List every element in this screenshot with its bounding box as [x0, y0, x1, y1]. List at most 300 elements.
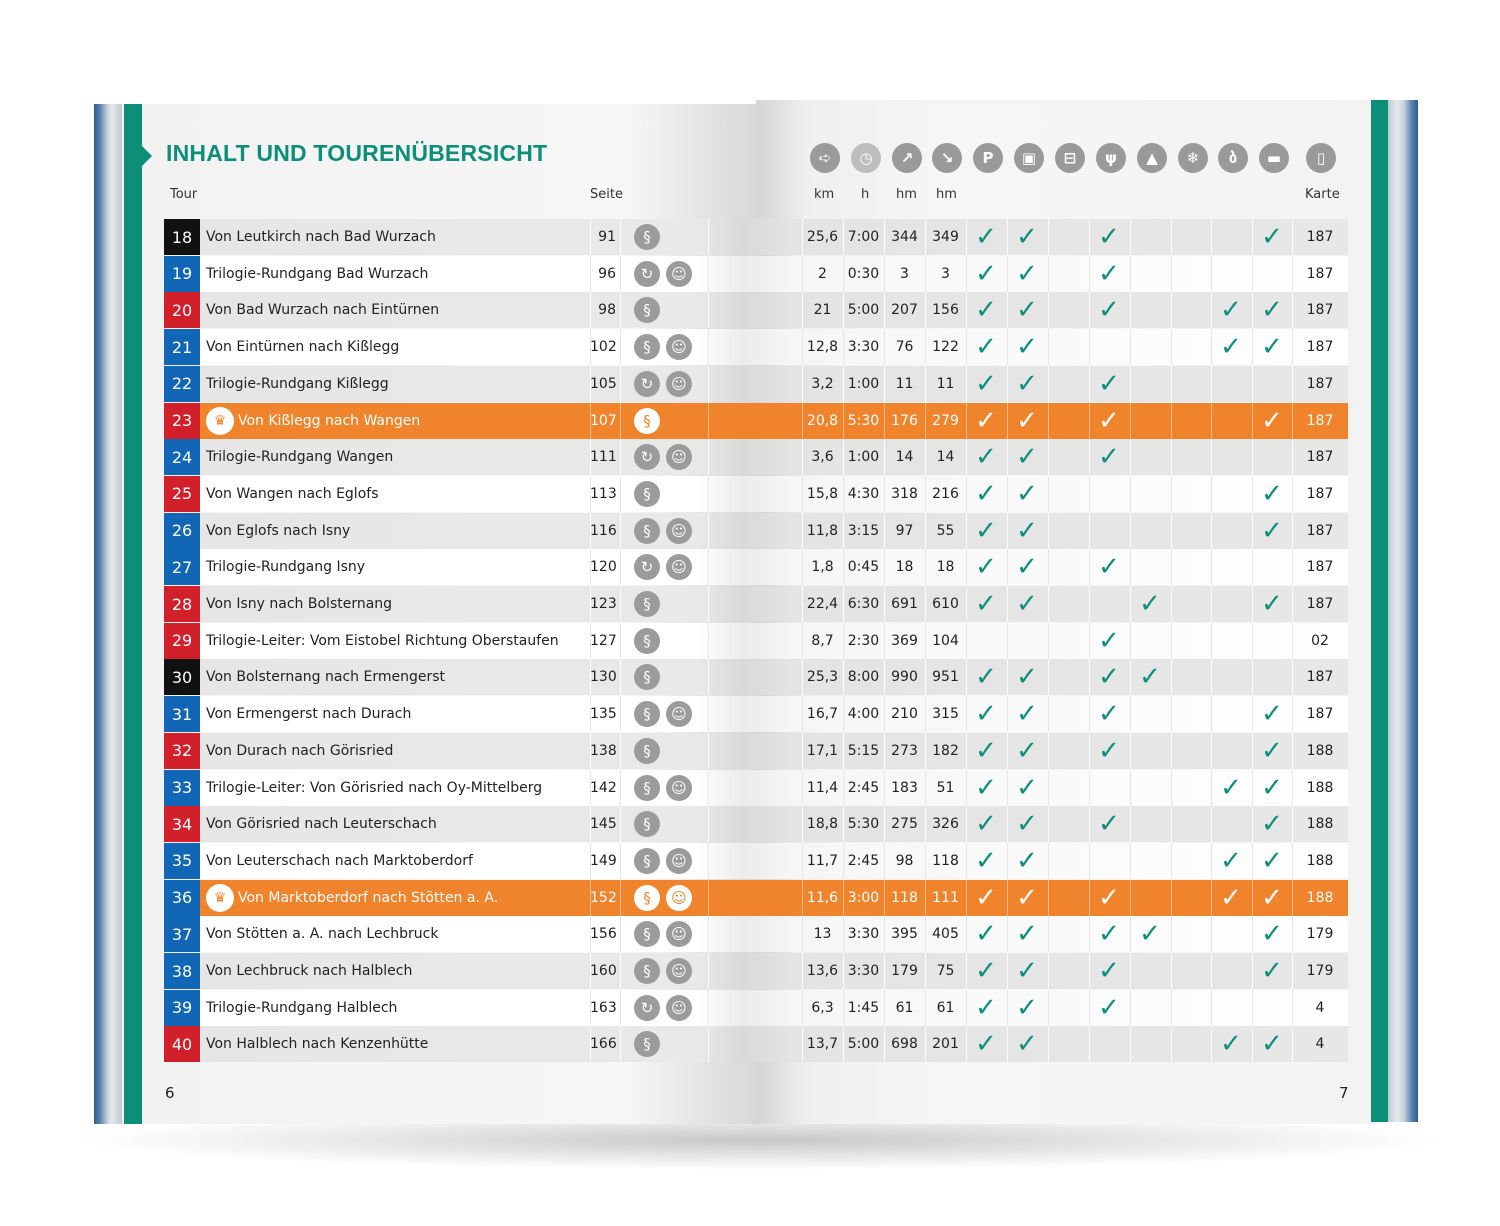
tour-descent: 111	[932, 889, 959, 906]
table-row[interactable]	[164, 733, 1348, 769]
tour-map: 187	[1306, 669, 1334, 686]
tour-number: 35	[164, 843, 200, 879]
tour-number: 27	[164, 549, 200, 585]
column-divider	[620, 329, 621, 365]
tour-number: 38	[164, 953, 200, 989]
table-row[interactable]	[164, 292, 1348, 328]
tour-km: 2	[818, 265, 827, 282]
table-row[interactable]	[164, 916, 1348, 952]
tour-descent: 951	[932, 669, 959, 686]
kids-icon: ☺	[666, 885, 692, 911]
check-icon: ✓	[1261, 809, 1283, 840]
tour-page: 138	[590, 742, 617, 759]
column-divider	[1089, 329, 1090, 365]
tour-duration: 5:30	[847, 816, 880, 833]
tour-name[interactable]: Trilogie-Rundgang Kißlegg	[206, 375, 389, 392]
tour-number: 26	[164, 513, 200, 549]
tour-duration: 2:45	[847, 852, 880, 869]
tour-map: 179	[1306, 926, 1334, 943]
tour-name[interactable]: Trilogie-Rundgang Bad Wurzach	[206, 265, 429, 282]
check-icon: ✓	[1261, 589, 1283, 619]
column-divider	[1048, 623, 1049, 659]
trail-icon: §	[634, 591, 660, 617]
page-number-right: 7	[1339, 1084, 1349, 1102]
check-icon: ✓	[1098, 552, 1120, 583]
kids-icon: ☺	[666, 921, 692, 947]
tour-ascent: 273	[891, 742, 918, 759]
tour-km: 8,7	[811, 632, 834, 649]
column-divider	[1211, 586, 1212, 622]
column-divider	[1211, 806, 1212, 842]
header-km: km	[814, 187, 835, 202]
tour-map: 188	[1306, 779, 1334, 796]
tour-name[interactable]: Von Ermengerst nach Durach	[206, 706, 412, 723]
column-divider	[966, 623, 967, 659]
tour-km: 25,3	[806, 669, 839, 686]
tour-name[interactable]: Von Wangen nach Eglofs	[206, 485, 379, 502]
check-icon: ✓	[1098, 222, 1120, 252]
column-divider	[1048, 696, 1049, 732]
check-icon: ✓	[1261, 222, 1283, 252]
tour-map: 187	[1306, 412, 1334, 429]
tour-km: 13,6	[806, 963, 839, 979]
tour-number: 40	[164, 1026, 200, 1062]
tour-map: 4	[1315, 1036, 1325, 1053]
table-row[interactable]	[164, 403, 1348, 439]
tour-number: 39	[164, 990, 200, 1026]
trail-icon: §	[634, 811, 660, 837]
table-row[interactable]	[164, 770, 1348, 806]
trail-icon: §	[634, 481, 660, 507]
column-divider	[708, 476, 709, 512]
check-icon: ✓	[1016, 956, 1038, 986]
column-divider	[620, 733, 621, 769]
tour-name[interactable]: Von Halblech nach Kenzenhütte	[206, 1036, 429, 1053]
trail-icon: §	[634, 885, 660, 911]
tour-name[interactable]: Von Leutkirch nach Bad Wurzach	[206, 229, 436, 245]
tour-ascent: 118	[891, 889, 918, 906]
tour-name[interactable]: Trilogie-Rundgang Isny	[206, 559, 366, 576]
column-divider	[1171, 659, 1172, 695]
column-divider	[1171, 623, 1172, 659]
check-icon: ✓	[975, 332, 997, 363]
column-divider	[1171, 403, 1172, 439]
tour-map: 188	[1306, 889, 1334, 906]
column-divider	[708, 806, 709, 842]
tour-km: 21	[813, 302, 832, 319]
tour-km: 1,8	[811, 559, 834, 576]
tour-ascent: 395	[891, 926, 918, 943]
tour-km: 17,1	[806, 742, 839, 759]
check-icon: ✓	[1016, 772, 1038, 803]
column-divider	[1048, 513, 1049, 549]
trail-icon: §	[634, 701, 660, 727]
table-row[interactable]	[164, 696, 1348, 732]
header-hm-down: hm	[936, 187, 957, 202]
column-divider	[1048, 953, 1049, 989]
column-divider	[620, 439, 621, 475]
column-divider	[620, 549, 621, 585]
kids-icon: ☺	[666, 444, 692, 470]
tour-name[interactable]: Von Eintürnen nach Kißlegg	[206, 339, 400, 356]
check-icon: ✓	[1098, 625, 1120, 656]
tour-name[interactable]: Trilogie-Rundgang Wangen	[206, 449, 394, 466]
tour-number: 37	[164, 916, 200, 952]
tour-number: 23	[164, 403, 200, 439]
tour-descent: 3	[941, 265, 950, 282]
tour-km: 11,4	[806, 779, 839, 796]
column-divider	[708, 329, 709, 365]
column-divider	[620, 770, 621, 806]
column-divider	[1048, 880, 1049, 916]
column-divider	[1171, 990, 1172, 1026]
check-icon: ✓	[975, 1029, 997, 1060]
table-row[interactable]	[164, 366, 1348, 402]
column-divider	[1048, 916, 1049, 952]
page-number-left: 6	[165, 1084, 175, 1102]
tour-km: 12,8	[806, 339, 839, 356]
check-icon: ✓	[975, 552, 997, 583]
tour-name[interactable]: Trilogie-Leiter: Vom Eistobel Richtung Oberstaufen	[206, 632, 559, 649]
column-divider	[1130, 843, 1131, 879]
loop-icon: ↻	[634, 261, 660, 287]
check-icon: ✓	[1261, 478, 1283, 509]
tour-map: 188	[1306, 742, 1334, 759]
column-divider	[1171, 586, 1172, 622]
check-icon: ✓	[1098, 956, 1120, 986]
column-divider	[1171, 439, 1172, 475]
tour-map: 187	[1306, 522, 1334, 539]
column-divider	[1048, 403, 1049, 439]
tour-name[interactable]: Trilogie-Rundgang Halblech	[206, 999, 398, 1016]
column-divider	[620, 916, 621, 952]
column-divider	[1171, 256, 1172, 292]
kids-icon: ☺	[666, 371, 692, 397]
signpost-icon: ➪	[810, 143, 840, 173]
column-divider	[1171, 696, 1172, 732]
column-divider	[1089, 513, 1090, 549]
column-divider	[1130, 513, 1131, 549]
tour-duration: 3:30	[847, 963, 880, 979]
tour-map: 188	[1306, 852, 1334, 869]
tour-ascent: 179	[891, 963, 918, 979]
tour-name[interactable]: Von Eglofs nach Isny	[206, 522, 351, 539]
tour-name[interactable]: Von Stötten a. A. nach Lechbruck	[206, 926, 439, 943]
tour-map: 187	[1306, 485, 1334, 502]
summit-icon: ▲	[1137, 143, 1167, 173]
tour-descent: 326	[932, 816, 959, 833]
table-row[interactable]	[164, 659, 1348, 695]
tour-km: 15,8	[806, 485, 839, 502]
tour-map: 187	[1306, 375, 1334, 392]
check-icon: ✓	[975, 699, 997, 730]
tour-name[interactable]: Von Bad Wurzach nach Eintürnen	[206, 302, 440, 319]
check-icon: ✓	[975, 772, 997, 803]
check-icon: ✓	[975, 258, 997, 289]
check-icon: ✓	[1016, 882, 1038, 913]
header-karte: Karte	[1305, 187, 1340, 202]
tour-number: 20	[164, 292, 200, 328]
check-icon: ✓	[1098, 442, 1120, 473]
check-icon: ✓	[1098, 919, 1120, 950]
table-row[interactable]	[164, 843, 1348, 879]
column-divider	[708, 659, 709, 695]
column-divider	[708, 513, 709, 549]
column-divider	[1252, 623, 1253, 659]
check-icon: ✓	[1261, 295, 1283, 326]
tour-duration: 1:45	[847, 999, 880, 1016]
tour-number: 32	[164, 733, 200, 769]
header-seite: Seite	[590, 187, 623, 202]
map-icon: ▯	[1306, 143, 1336, 173]
column-divider	[1130, 806, 1131, 842]
column-divider	[1252, 659, 1253, 695]
tour-km: 6,3	[811, 999, 834, 1016]
tour-page: 163	[590, 999, 617, 1016]
tour-name[interactable]: Von Kißlegg nach Wangen	[238, 412, 421, 429]
check-icon: ✓	[975, 368, 997, 399]
column-divider	[1171, 843, 1172, 879]
check-icon: ✓	[1261, 699, 1283, 730]
kids-icon: ☺	[666, 701, 692, 727]
column-divider	[1130, 329, 1131, 365]
column-divider	[620, 366, 621, 402]
column-divider	[1211, 990, 1212, 1026]
column-divider	[1048, 292, 1049, 328]
check-icon: ✓	[1016, 735, 1038, 766]
check-icon: ✓	[1261, 845, 1283, 876]
column-divider	[1007, 623, 1008, 659]
column-divider	[708, 403, 709, 439]
tour-km: 18,8	[806, 816, 839, 833]
tour-ascent: 98	[895, 852, 914, 869]
column-divider	[708, 990, 709, 1026]
column-divider	[708, 770, 709, 806]
clock-icon: ◷	[851, 143, 881, 173]
tour-duration: 2:30	[847, 632, 880, 649]
tour-ascent: 990	[891, 669, 918, 686]
table-row[interactable]	[164, 880, 1348, 916]
trail-icon: §	[634, 848, 660, 874]
column-divider	[708, 623, 709, 659]
column-divider	[1130, 256, 1131, 292]
check-icon: ✓	[1220, 845, 1242, 876]
tour-descent: 18	[936, 559, 955, 576]
cable-car-icon: ⊟	[1055, 143, 1085, 173]
table-row[interactable]	[164, 1026, 1348, 1062]
check-icon: ✓	[975, 809, 997, 840]
column-divider	[1211, 403, 1212, 439]
check-icon: ✓	[1139, 919, 1161, 950]
check-icon: ✓	[1220, 332, 1242, 363]
column-divider	[1048, 256, 1049, 292]
tour-map: 187	[1306, 265, 1334, 282]
trail-icon: §	[634, 408, 660, 434]
check-icon: ✓	[975, 919, 997, 950]
table-row[interactable]	[164, 806, 1348, 842]
table-row[interactable]	[164, 329, 1348, 365]
column-divider	[1171, 292, 1172, 328]
tour-name[interactable]: Von Durach nach Görisried	[206, 742, 394, 759]
table-row[interactable]	[164, 623, 1348, 659]
column-divider	[620, 219, 621, 255]
trail-icon: §	[634, 775, 660, 801]
check-icon: ✓	[1016, 515, 1038, 546]
check-icon: ✓	[1016, 295, 1038, 326]
tour-duration: 5:15	[847, 742, 880, 759]
check-icon: ✓	[975, 478, 997, 509]
table-row[interactable]	[164, 549, 1348, 585]
check-icon: ✓	[975, 295, 997, 326]
column-divider	[1130, 1026, 1131, 1062]
table-row[interactable]	[164, 476, 1348, 512]
tour-duration: 7:00	[847, 229, 880, 245]
check-icon: ✓	[1016, 552, 1038, 583]
check-icon: ✓	[1098, 295, 1120, 326]
kids-icon: ☺	[666, 261, 692, 287]
tour-descent: 279	[932, 412, 959, 429]
column-divider	[1048, 366, 1049, 402]
column-divider	[1211, 623, 1212, 659]
column-divider	[1048, 476, 1049, 512]
tour-duration: 3:30	[847, 926, 880, 943]
column-divider	[1089, 1026, 1090, 1062]
tour-descent: 156	[932, 302, 959, 319]
tour-duration: 3:00	[847, 889, 880, 906]
table-row[interactable]	[164, 256, 1348, 292]
tour-number: 31	[164, 696, 200, 732]
check-icon: ✓	[1016, 662, 1038, 693]
column-divider	[708, 219, 709, 255]
check-icon: ✓	[1139, 589, 1161, 619]
tour-name[interactable]: Von Isny nach Bolsternang	[206, 596, 393, 612]
column-divider	[1048, 770, 1049, 806]
column-divider	[1171, 219, 1172, 255]
tour-page: 156	[590, 926, 617, 943]
table-row[interactable]	[164, 439, 1348, 475]
column-divider	[1130, 403, 1131, 439]
check-icon: ✓	[1016, 845, 1038, 876]
table-row[interactable]	[164, 513, 1348, 549]
column-divider	[1171, 880, 1172, 916]
crown-icon: ♛	[206, 884, 234, 912]
trail-icon: §	[634, 664, 660, 690]
tour-ascent: 61	[895, 999, 914, 1016]
check-icon: ✓	[1098, 258, 1120, 289]
tour-descent: 55	[936, 522, 955, 539]
check-icon: ✓	[1098, 992, 1120, 1023]
check-icon: ✓	[1261, 1029, 1283, 1060]
check-icon: ✓	[1098, 662, 1120, 693]
tour-km: 25,6	[806, 229, 839, 245]
tour-name[interactable]: Trilogie-Leiter: Von Görisried nach Oy-Mittelberg	[206, 779, 543, 796]
column-divider	[620, 953, 621, 989]
check-icon: ✓	[1016, 1029, 1038, 1060]
trail-icon: §	[634, 958, 660, 984]
column-divider	[1211, 476, 1212, 512]
tour-number: 36	[164, 880, 200, 916]
trail-icon: §	[634, 628, 660, 654]
tour-km: 11,6	[806, 889, 839, 906]
tour-duration: 0:30	[847, 265, 880, 282]
column-divider	[620, 843, 621, 879]
check-icon: ✓	[975, 222, 997, 252]
tour-duration: 4:30	[847, 485, 880, 502]
tour-ascent: 691	[891, 596, 918, 612]
column-divider	[1130, 439, 1131, 475]
column-divider	[1211, 366, 1212, 402]
kids-icon: ☺	[666, 775, 692, 801]
tour-duration: 3:15	[847, 522, 880, 539]
check-icon: ✓	[1220, 772, 1242, 803]
tour-km: 13,7	[806, 1036, 839, 1053]
tour-page: 105	[590, 375, 617, 392]
column-divider	[1048, 219, 1049, 255]
table-row[interactable]	[164, 219, 1348, 255]
column-divider	[1211, 256, 1212, 292]
tour-duration: 5:00	[847, 302, 880, 319]
tour-ascent: 3	[900, 265, 909, 282]
tour-name[interactable]: Von Bolsternang nach Ermengerst	[206, 669, 445, 686]
column-divider	[1048, 549, 1049, 585]
tour-page: 111	[590, 449, 617, 466]
tour-ascent: 176	[891, 412, 918, 429]
tour-descent: 14	[936, 449, 955, 466]
tour-page: 116	[590, 522, 617, 539]
column-divider	[1211, 953, 1212, 989]
tour-name[interactable]: Von Lechbruck nach Halblech	[206, 963, 413, 979]
column-divider	[1211, 549, 1212, 585]
column-divider	[1171, 549, 1172, 585]
kids-icon: ☺	[666, 958, 692, 984]
tour-name[interactable]: Von Marktoberdorf nach Stötten a. A.	[238, 889, 499, 906]
tour-descent: 11	[936, 375, 955, 392]
column-divider	[1089, 843, 1090, 879]
tour-page: 91	[598, 229, 616, 245]
column-divider	[1171, 513, 1172, 549]
ascent-icon: ↗	[892, 143, 922, 173]
tour-name[interactable]: Von Leuterschach nach Marktoberdorf	[206, 852, 473, 869]
column-divider	[1252, 256, 1253, 292]
tour-ascent: 76	[895, 339, 914, 356]
tour-name[interactable]: Von Görisried nach Leuterschach	[206, 816, 437, 833]
column-divider	[1171, 953, 1172, 989]
bike-icon: ბ	[1218, 143, 1248, 173]
table-row[interactable]	[164, 990, 1348, 1026]
column-divider	[1211, 659, 1212, 695]
table-row[interactable]	[164, 953, 1348, 989]
tour-page: 127	[590, 632, 617, 649]
kids-icon: ☺	[666, 518, 692, 544]
tour-descent: 104	[932, 632, 959, 649]
check-icon: ✓	[1016, 992, 1038, 1023]
column-divider	[1089, 476, 1090, 512]
column-divider	[708, 292, 709, 328]
tour-duration: 0:45	[847, 559, 880, 576]
column-divider	[1130, 219, 1131, 255]
column-divider	[1211, 219, 1212, 255]
column-divider	[1130, 476, 1131, 512]
column-divider	[620, 806, 621, 842]
tour-number: 25	[164, 476, 200, 512]
check-icon: ✓	[1220, 882, 1242, 913]
tour-page: 98	[598, 302, 616, 319]
column-divider	[1048, 659, 1049, 695]
table-row[interactable]	[164, 586, 1348, 622]
tour-page: 123	[590, 596, 617, 612]
check-icon: ✓	[1016, 809, 1038, 840]
page-title: INHALT UND TOURENÜBERSICHT	[166, 140, 548, 166]
